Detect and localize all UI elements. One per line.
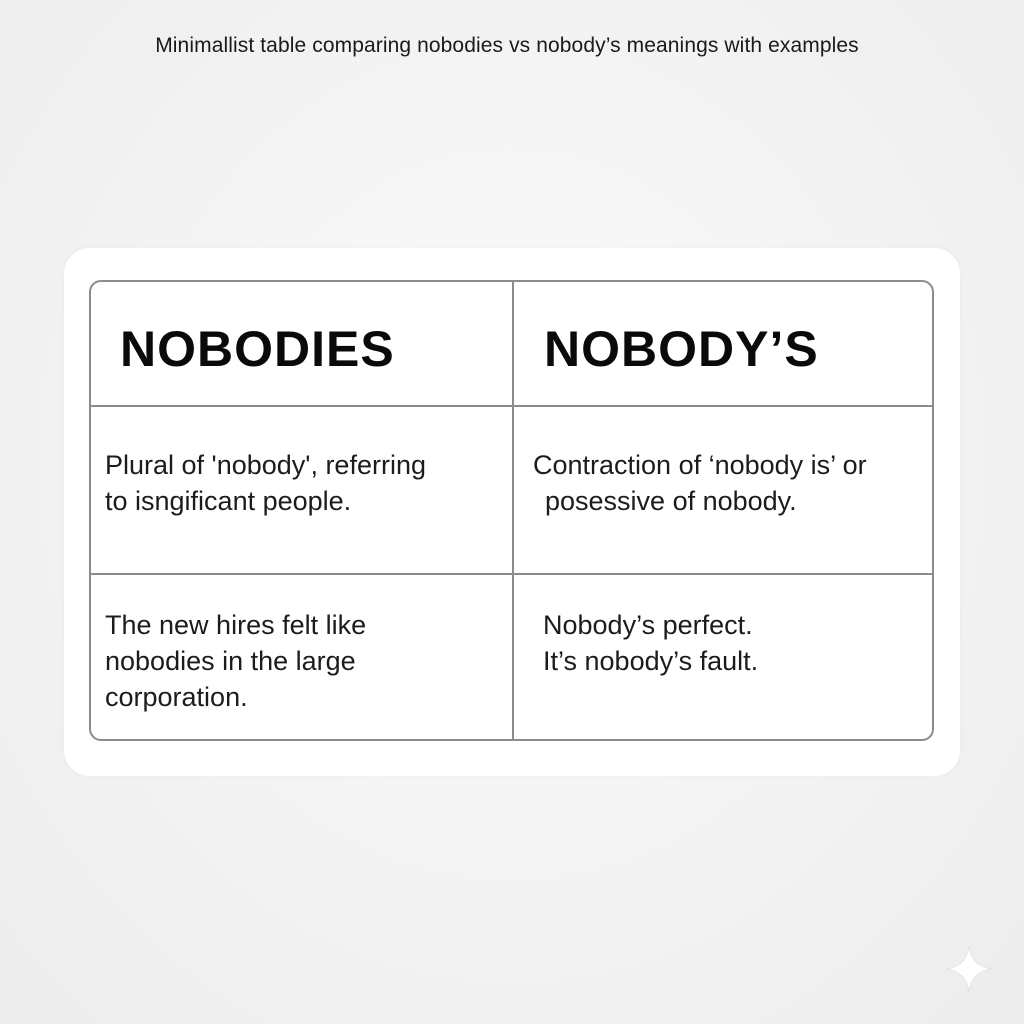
header-nobodies: NOBODIES [120, 321, 395, 377]
definition-nobodies [105, 447, 426, 519]
example-nobodies-line: nobodies in the large [105, 646, 356, 676]
comparison-table [89, 280, 934, 741]
row-divider-header [91, 405, 932, 407]
example-nobodies-line: The new hires felt like [105, 610, 367, 640]
page-caption: Minimallist table comparing nobodies vs nobody’s meanings with examples [155, 34, 859, 57]
example-nobodys [543, 607, 758, 679]
example-nobodys-line: It’s nobody’s fault. [543, 646, 759, 676]
row-divider-definition [91, 573, 932, 575]
header-nobodys: NOBODY’S [544, 321, 819, 377]
definition-nobodys-line: posessive of nobody. [545, 486, 797, 516]
definition-nobodys [533, 447, 867, 519]
column-divider [512, 282, 514, 739]
definition-nobodys-line: Contraction of ‘nobody is’ or [533, 450, 867, 480]
sparkle-icon [944, 944, 994, 994]
example-nobodies [105, 607, 366, 715]
definition-nobodies-line: Plural of 'nobody', referring [105, 450, 426, 480]
example-nobodys-line: Nobody’s perfect. [543, 610, 753, 640]
example-nobodies-line: corporation. [105, 682, 248, 712]
definition-nobodies-line: to isngificant people. [105, 486, 352, 516]
